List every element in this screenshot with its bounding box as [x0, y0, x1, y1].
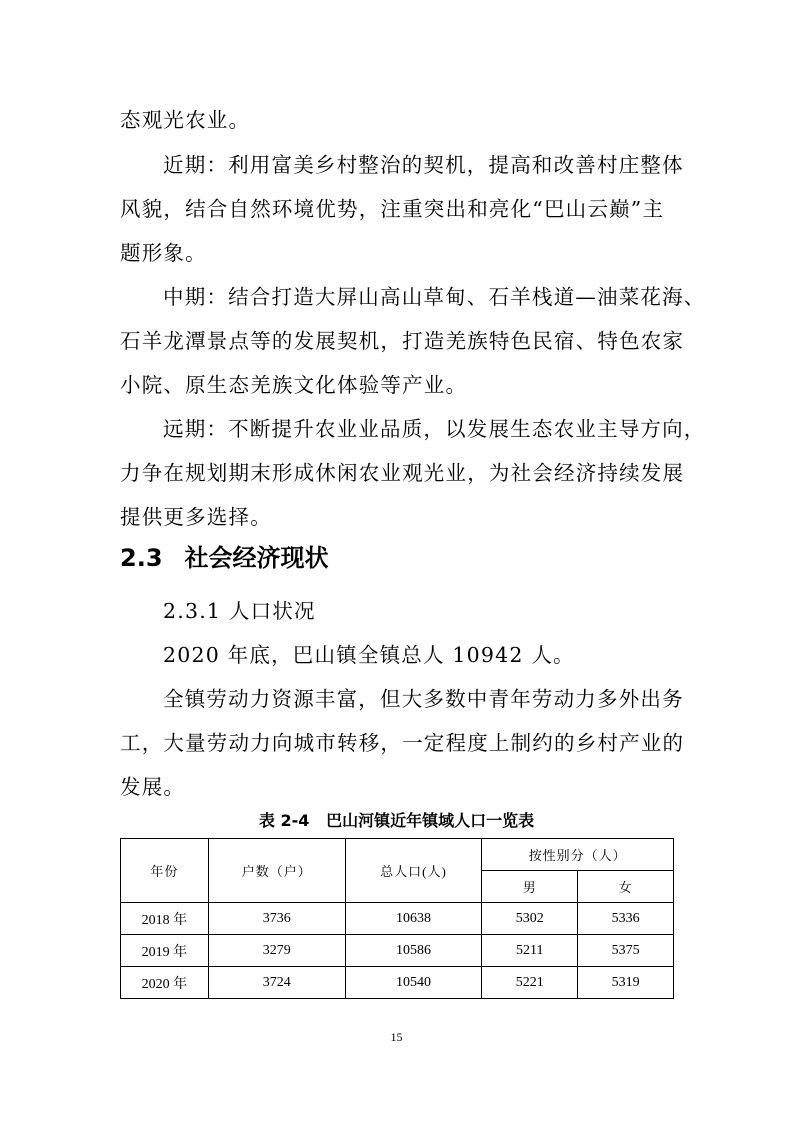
- paragraph-line: 小院、原生态羌族文化体验等产业。: [120, 373, 468, 397]
- paragraph-line: 远期：不断提升农业业品质，以发展生态农业主导方向，: [163, 417, 706, 441]
- paragraph-line: 提供更多选择。: [120, 505, 272, 529]
- paragraph-line: 工，大量劳动力向城市转移，一定程度上制约的乡村产业的: [120, 731, 685, 755]
- subsection-heading: 2.3.1 人口状况: [163, 599, 316, 623]
- header-year: 年份: [121, 839, 209, 903]
- table-row: [121, 935, 674, 967]
- header-female: 女: [578, 871, 674, 903]
- table-row: [121, 903, 674, 935]
- cell-population: 10586: [345, 935, 482, 967]
- cell-year: 2019 年: [121, 935, 209, 967]
- paragraph-line: 态观光农业。: [120, 108, 251, 132]
- cell-male: 5211: [482, 935, 578, 967]
- cell-population: 10540: [345, 967, 482, 999]
- population-summary: 2020 年底，巴山镇全镇总人 10942 人。: [163, 643, 575, 667]
- header-households: 户数（户）: [208, 839, 345, 903]
- header-population: 总人口(人): [345, 839, 482, 903]
- cell-households: 3736: [208, 903, 345, 935]
- table-row: [121, 967, 674, 999]
- section-number: 2.3: [120, 544, 163, 572]
- cell-female: 5319: [578, 967, 674, 999]
- section-title: 社会经济现状: [184, 544, 329, 572]
- paragraph-line: 近期：利用富美乡村整治的契机，提高和改善村庄整体: [163, 153, 684, 177]
- cell-female: 5336: [578, 903, 674, 935]
- cell-households: 3279: [208, 935, 345, 967]
- cell-population: 10638: [345, 903, 482, 935]
- cell-male: 5221: [482, 967, 578, 999]
- table-caption: 表 2-4 巴山河镇近年镇域人口一览表: [258, 811, 535, 830]
- population-table: [120, 838, 674, 999]
- paragraph-line: 题形象。: [120, 241, 207, 265]
- paragraph-line: 全镇劳动力资源丰富，但大多数中青年劳动力多外出务: [163, 687, 684, 711]
- cell-year: 2018 年: [121, 903, 209, 935]
- header-by-gender: 按性别分（人）: [482, 839, 674, 871]
- section-heading: [120, 538, 329, 573]
- paragraph-line: 力争在规划期末形成休闲农业观光业，为社会经济持续发展: [120, 461, 685, 485]
- cell-female: 5375: [578, 935, 674, 967]
- cell-households: 3724: [208, 967, 345, 999]
- cell-male: 5302: [482, 903, 578, 935]
- page-number: 15: [390, 1030, 403, 1044]
- paragraph-line: 石羊龙潭景点等的发展契机，打造羌族特色民宿、特色农家: [120, 329, 685, 353]
- paragraph-line: 风貌，结合自然环境优势，注重突出和亮化“巴山云巅”主: [120, 197, 665, 221]
- paragraph-line: 中期：结合打造大屏山高山草甸、石羊栈道—油菜花海、: [163, 285, 706, 309]
- cell-year: 2020 年: [121, 967, 209, 999]
- header-male: 男: [482, 871, 578, 903]
- paragraph-line: 发展。: [120, 775, 186, 799]
